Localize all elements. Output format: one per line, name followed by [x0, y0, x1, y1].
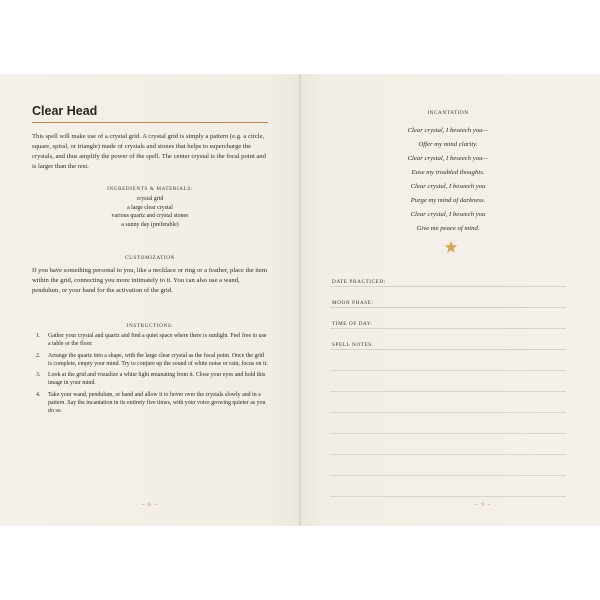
spell-notes-field	[330, 338, 566, 350]
instructions-list	[32, 332, 268, 419]
incantation-line: Offer my mind clarity.	[418, 141, 478, 148]
incantation-line: Clear crystal, I beseech you—	[407, 155, 489, 162]
customization-heading: CUSTOMIZATION	[125, 255, 175, 261]
field-line	[330, 328, 566, 329]
incantation-line: Purge my mind of darkness.	[410, 197, 486, 204]
notes-line	[330, 475, 566, 476]
instruction-step	[32, 371, 268, 388]
step-number: 4.	[36, 391, 41, 398]
incantation-line: Clear crystal, I beseech you—	[407, 127, 489, 134]
step-text: Arrange the quartz into a shape, with the large clear crystal as the focal point. Once the grid is complete, empty your mind. Try to conjure up the sound of white noise or rain; focus on it.	[48, 352, 268, 367]
notes-line	[330, 370, 566, 371]
moon-phase-field	[330, 296, 566, 308]
incantation-lines	[330, 124, 566, 236]
instruction-step	[32, 391, 268, 416]
incantation-heading: INCANTATION	[427, 110, 469, 116]
customization-paragraph: If you have something personal to you, like a necklace or ring or a feather, place the item within the grid, connecting you more intimately to it. You can also use a wand, pendulum, or your hand for the activation of the grid.	[32, 267, 268, 295]
field-label: MOON PHASE:	[332, 300, 374, 306]
field-label: DATE PRACTICED:	[332, 279, 386, 285]
incantation-line: Clear crystal, I beseech you	[410, 211, 486, 218]
notes-line	[330, 454, 566, 455]
page-title: Clear Head	[32, 104, 98, 118]
date-practiced-field	[330, 275, 566, 287]
ingredient-item: crystal grid	[136, 196, 164, 202]
instructions-heading: INSTRUCTIONS:	[126, 323, 174, 329]
field-line	[330, 286, 566, 287]
notes-line	[330, 412, 566, 413]
ingredients-heading: INGREDIENTS & MATERIALS:	[107, 186, 193, 192]
left-page	[0, 74, 299, 526]
page-number-right: ~ 9 ~	[474, 502, 492, 508]
time-of-day-field	[330, 317, 566, 329]
incantation-line: Ease my troubled thoughts.	[411, 169, 485, 176]
step-number: 1.	[36, 333, 41, 339]
notes-line	[330, 391, 566, 392]
ingredients-list	[32, 195, 268, 229]
ingredient-item: various quartz and crystal stones	[111, 213, 189, 220]
title-rule	[32, 122, 268, 123]
instruction-step	[32, 352, 268, 369]
field-label: TIME OF DAY:	[332, 321, 373, 327]
intro-paragraph: This spell will make use of a crystal grid. A crystal grid is simply a pattern (e.g. a circle, square, spiral, or triangle) made of crystals and stones that helps to supercharge the crystals, and thus amplify the power of the spell. The center crystal is the focal point and is larger than the rest.	[32, 133, 266, 171]
step-number: 3.	[36, 372, 41, 379]
notes-line	[330, 433, 566, 434]
instruction-step	[32, 332, 268, 349]
field-line	[330, 307, 566, 308]
incantation-line: Give me peace of mind.	[416, 225, 480, 232]
book-spread	[0, 74, 600, 526]
star-icon	[444, 240, 458, 254]
notes-line	[330, 496, 566, 497]
page-number-left: ~ 8 ~	[141, 502, 159, 508]
step-text: Gather your crystal and quartz and find a quiet space where there is sunlight. Feel free to use a table or the floor.	[48, 333, 267, 348]
incantation-line: Clear crystal, I beseech you	[410, 183, 486, 190]
step-text: Look at the grid and visualize a white light emanating from it. Close your eyes and hold this image in your mind.	[48, 372, 266, 387]
step-number: 2.	[36, 352, 41, 359]
ingredient-item: a sunny day (preferable)	[121, 221, 179, 228]
step-text: Take your wand, pendulum, or hand and allow it to hover over the crystals slowly and in a pattern. Say the incantation in its entirety five times, with your voice growing quieter as you do so.	[48, 391, 266, 415]
field-line	[330, 349, 566, 350]
field-label: SPELL NOTES:	[332, 342, 374, 348]
ingredient-item: a large clear crystal	[127, 204, 173, 211]
